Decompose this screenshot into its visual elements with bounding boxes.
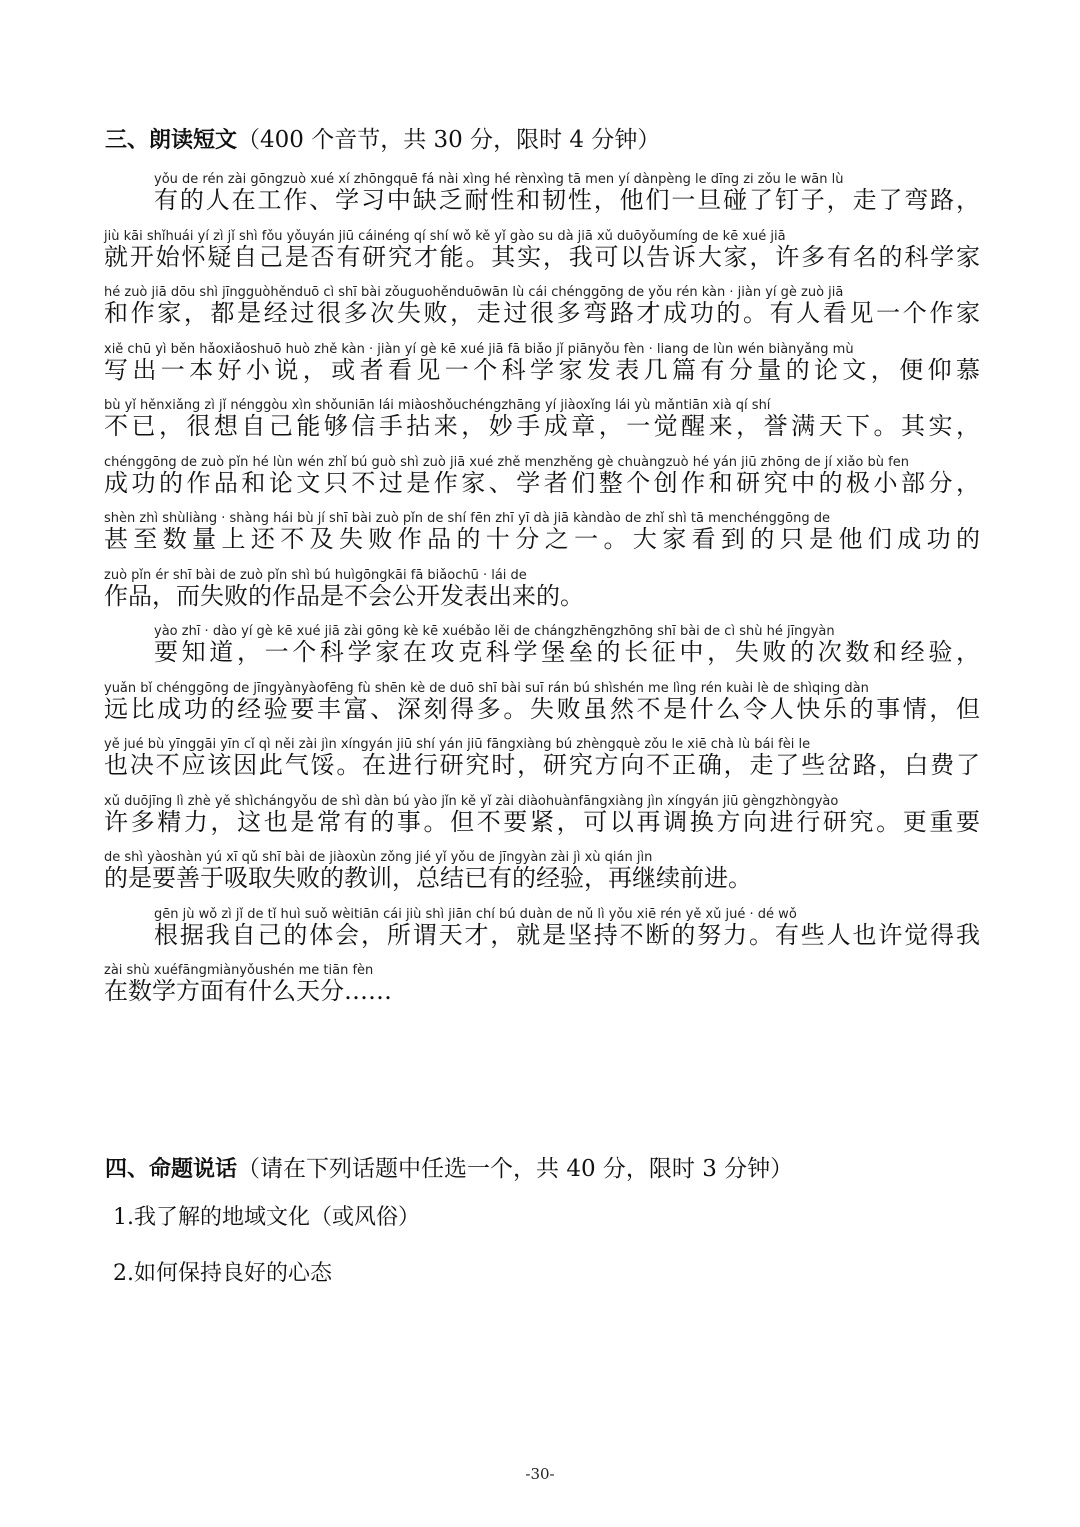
hanzi-line: 就开始怀疑自己是否有研究才能。其实，我可以告诉大家，许多有名的科学家 bbox=[104, 242, 980, 271]
section3-heading: 三、朗读短文 bbox=[105, 128, 238, 153]
pinyin-line: zài shù xuéfāngmiànyǒushén me tiān fèn bbox=[104, 963, 374, 978]
pinyin-line: bù yǐ hěnxiǎng zì jǐ nénggòu xìn shǒuniān lái miàoshǒuchéngzhāng yí jiàoxǐng lái yù mǎntiān xià qí shí bbox=[104, 398, 771, 413]
passage-line bbox=[104, 342, 980, 399]
passage-line bbox=[104, 737, 980, 794]
passage-line bbox=[104, 681, 980, 738]
hanzi-line: 根据我自己的体会，所谓天才，就是坚持不断的努力。有些人也许觉得我 bbox=[154, 920, 980, 949]
hanzi-line: 甚至数量上还不及失败作品的十分之一。大家看到的只是他们成功的 bbox=[104, 525, 980, 553]
pinyin-line: de shì yàoshàn yú xī qǔ shī bài de jiàoxùn zǒng jié yǐ yǒu de jīngyàn zài jì xù qián jìn bbox=[104, 850, 653, 865]
hanzi-line: 也决不应该因此气馁。在进行研究时，研究方向不正确，走了些岔路，白费了 bbox=[104, 751, 980, 779]
passage-line bbox=[104, 907, 980, 964]
passage-line bbox=[104, 568, 980, 625]
pinyin-line: gēn jù wǒ zì jǐ de tǐ huì suǒ wèitiān cái jiù shì jiān chí bú duàn de nǔ lì yǒu xiē rén yě xǔ jué · dé wǒ bbox=[154, 906, 797, 922]
section4-note: （请在下列话题中任选一个，共 40 分，限时 3 分钟） bbox=[237, 1156, 794, 1182]
passage-line bbox=[104, 794, 980, 851]
reading-passage bbox=[104, 172, 980, 1020]
passage-line bbox=[104, 398, 980, 455]
section3-note: （400 个音节，共 30 分，限时 4 分钟） bbox=[237, 127, 661, 153]
passage-line bbox=[104, 850, 980, 907]
pinyin-line: xǔ duōjīng lì zhè yě shìchángyǒu de shì dàn bú yào jǐn kě yǐ zài diàohuànfāngxiàng jìn xíngyán jiū gèngzhòngyào bbox=[104, 793, 839, 809]
pinyin-line: yě jué bù yīnggāi yīn cǐ qì něi zài jìn xíngyán jiū shí yán jiū fāngxiàng bú zhèngquè zǒu le xiē chà lù bái fèi le bbox=[104, 737, 811, 752]
section4-title bbox=[105, 1150, 793, 1183]
pinyin-line: zuò pǐn ér shī bài de zuò pǐn shì bú huìgōngkāi fā biǎochū · lái de bbox=[104, 567, 527, 583]
hanzi-line: 要知道，一个科学家在攻克科学堡垒的长征中，失败的次数和经验， bbox=[154, 638, 980, 666]
section3-title bbox=[105, 121, 660, 154]
pinyin-line: hé zuò jiā dōu shì jīngguòhěnduō cì shī bài zǒuguohěnduōwān lù cái chénggōng de yǒu rén kàn · jiàn yí gè zuò jiā bbox=[104, 285, 844, 300]
pinyin-line: yǒu de rén zài gōngzuò xué xí zhōngquē fá nài xìng hé rènxìng tā men yí dànpèng le dīng zi zǒu le wān lù bbox=[154, 172, 844, 187]
pinyin-line: shèn zhì shùliàng · shàng hái bù jí shī bài zuò pǐn de shí fēn zhī yī dà jiā kàndào de zhǐ shì tā menchénggōng de bbox=[104, 511, 830, 526]
hanzi-line: 许多精力，这也是常有的事。但不要紧，可以再调换方向进行研究。更重要 bbox=[104, 807, 980, 836]
passage-line bbox=[104, 229, 980, 286]
hanzi-line: 的是要善于吸取失败的教训，总结已有的经验，再继续前进。 bbox=[104, 864, 752, 892]
hanzi-line: 有的人在工作、学习中缺乏耐性和韧性，他们一旦碰了钉子，走了弯路， bbox=[154, 186, 980, 214]
hanzi-line: 和作家，都是经过很多次失败，走过很多弯路才成功的。有人看见一个作家 bbox=[104, 299, 980, 327]
passage-line bbox=[104, 455, 980, 512]
pinyin-line: yào zhī · dào yí gè kē xué jiā zài gōng kè kē xuébǎo lěi de chángzhēngzhōng shī bài de cì shù hé jīngyàn bbox=[154, 624, 835, 639]
hanzi-line: 作品，而失败的作品是不会公开发表出来的。 bbox=[104, 581, 584, 610]
topic-item: 2.如何保持良好的心态 bbox=[113, 1261, 332, 1286]
hanzi-line: 成功的作品和论文只不过是作家、学者们整个创作和研究中的极小部分， bbox=[104, 468, 980, 497]
pinyin-line: yuǎn bǐ chénggōng de jīngyànyàofēng fù shēn kè de duō shī bài suī rán bú shìshén me lìng rén kuài lè de shìqing dàn bbox=[104, 680, 869, 696]
pinyin-line: xiě chū yì běn hǎoxiǎoshuō huò zhě kàn · jiàn yí gè kē xué jiā fā biǎo jǐ piānyǒu fèn · liang de lùn wén biànyǎng mù bbox=[104, 341, 854, 357]
pinyin-line: jiù kāi shǐhuái yí zì jǐ shì fǒu yǒuyán jiū cáinéng qí shí wǒ kě yǐ gào su dà jiā xǔ duōyǒumíng de kē xué jiā bbox=[104, 228, 786, 244]
page-number: -30- bbox=[525, 1465, 555, 1483]
pinyin-line: chénggōng de zuò pǐn hé lùn wén zhǐ bú guò shì zuò jiā xué zhě menzhěng gè chuàngzuò hé yán jiū zhōng de jí xiǎo bù fen bbox=[104, 454, 909, 470]
topic-item: 1.我了解的地域文化（或风俗） bbox=[113, 1205, 420, 1230]
hanzi-line: 不已，很想自己能够信手拈来，妙手成章，一觉醒来，誉满天下。其实， bbox=[104, 412, 980, 440]
section4-heading: 四、命题说话 bbox=[105, 1157, 238, 1182]
passage-line bbox=[104, 963, 980, 1020]
hanzi-line: 远比成功的经验要丰富、深刻得多。失败虽然不是什么令人快乐的事情，但 bbox=[104, 694, 980, 723]
passage-line bbox=[104, 172, 980, 229]
hanzi-line: 写出一本好小说，或者看见一个科学家发表几篇有分量的论文，便仰慕 bbox=[104, 355, 980, 384]
passage-line bbox=[104, 624, 980, 681]
hanzi-line: 在数学方面有什么天分…… bbox=[104, 977, 392, 1005]
passage-line bbox=[104, 285, 980, 342]
passage-line bbox=[104, 511, 980, 568]
